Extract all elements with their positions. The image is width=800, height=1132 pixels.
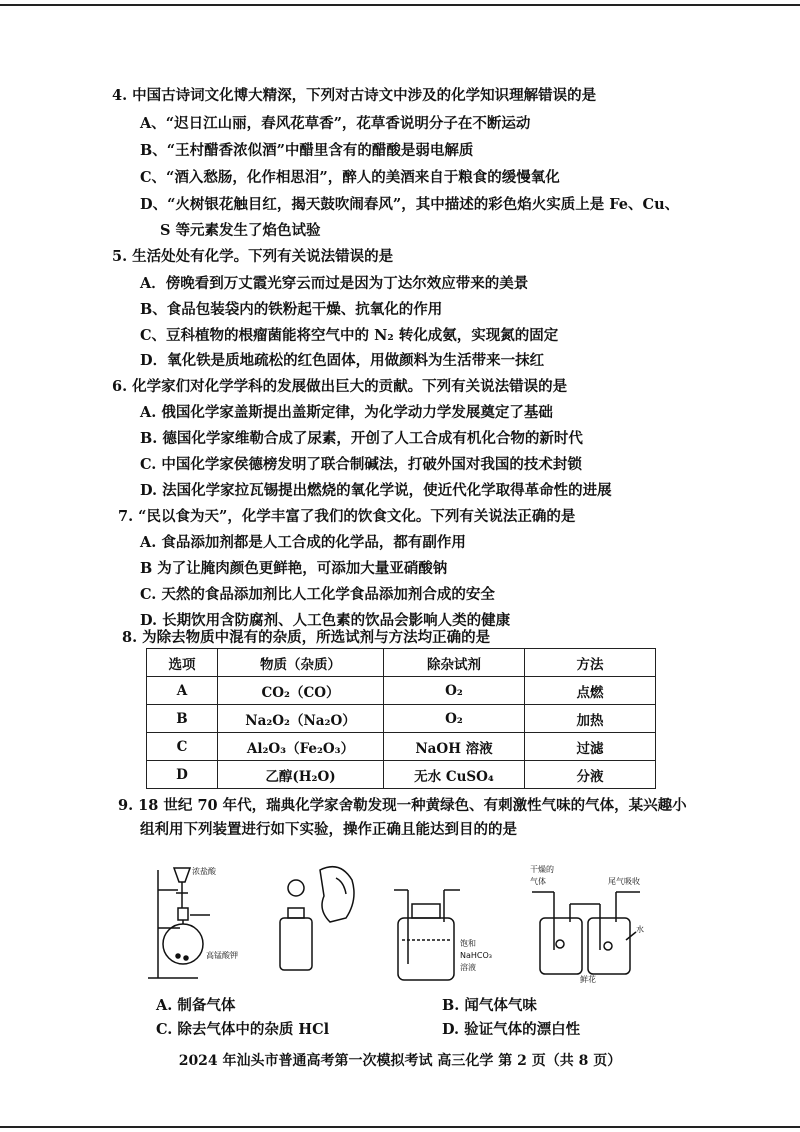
fresh-flower-label: 鲜花 <box>580 975 596 984</box>
question-8-stem: 8. 为除去物质中混有的杂质，所选试剂与方法均正确的是 <box>122 629 491 646</box>
question-9-stem-line1: 9. 18 世纪 70 年代，瑞典化学家舍勒发现一种黄绿色、有刺激性气味的气体，某兴趣小 <box>118 797 687 814</box>
smell-gas-figure <box>280 867 354 970</box>
table-cell: CO₂（CO） <box>218 677 384 705</box>
question-6-option-a: A. 俄国化学家盖斯提出盖斯定律，为化学动力学发展奠定了基础 <box>140 404 553 421</box>
question-7-option-c: C. 天然的食品添加剂比人工化学食品添加剂合成的安全 <box>140 586 495 603</box>
conc-acid-label: 浓盐酸 <box>192 867 216 876</box>
dry-gas-label-2: 气体 <box>530 877 546 886</box>
bleaching-test-figure <box>532 892 640 974</box>
question-4-option-b: B、“王村醋香浓似酒”中醋里含有的醋酸是弱电解质 <box>140 142 474 159</box>
question-7-option-a: A. 食品添加剂都是人工合成的化学品，都有副作用 <box>140 534 466 551</box>
question-4-option-d-line1: D、“火树银花触目红，揭天鼓吹闹春风”，其中描述的彩色焰火实质上是 Fe、Cu、 <box>140 196 680 213</box>
question-6-option-b: B. 德国化学家维勒合成了尿素，开创了人工合成有机化合物的新时代 <box>140 430 583 447</box>
question-9-option-a: A. 制备气体 <box>156 997 236 1014</box>
table-row <box>147 733 656 761</box>
table-cell: 无水 CuSO₄ <box>384 761 525 789</box>
question-6-option-c: C. 中国化学家侯德榜发明了联合制碱法，打破外国对我国的技术封锁 <box>140 456 582 473</box>
question-4-option-d-line2: S 等元素发生了焰色试验 <box>160 222 321 239</box>
table-row <box>147 677 656 705</box>
generation-apparatus-figure <box>148 868 210 978</box>
page-footer: 2024 年汕头市普通高考第一次模拟考试 高三化学 第 2 页（共 8 页） <box>178 1053 622 1069</box>
saturated-label: 饱和 <box>460 939 476 948</box>
table-cell: O₂ <box>384 677 525 705</box>
question-4-stem: 4. 中国古诗词文化博大精深，下列对古诗文中涉及的化学知识理解错误的是 <box>112 87 597 104</box>
nahco3-label: NaHCO₃ <box>460 951 492 960</box>
table-cell: A <box>147 677 218 705</box>
question-6-stem: 6. 化学家们对化学学科的发展做出巨大的贡献。下列有关说法错误的是 <box>112 378 568 395</box>
table-cell: Al₂O₃（Fe₂O₃） <box>218 733 384 761</box>
table-header-cell: 方法 <box>525 649 656 677</box>
table-cell: B <box>147 705 218 733</box>
apparatus-figures <box>140 860 680 985</box>
tail-gas-label: 尾气吸收 <box>608 877 640 886</box>
table-cell: 点燃 <box>525 677 656 705</box>
table-cell: O₂ <box>384 705 525 733</box>
question-7-option-d: D. 长期饮用含防腐剂、人工色素的饮品会影响人类的健康 <box>140 612 511 629</box>
table-cell: 过滤 <box>525 733 656 761</box>
table-cell: NaOH 溶液 <box>384 733 525 761</box>
question-9-stem-line2: 组利用下列装置进行如下实验，操作正确且能达到目的的是 <box>140 821 517 838</box>
table-cell: 分液 <box>525 761 656 789</box>
question-9-option-d: D. 验证气体的漂白性 <box>442 1021 581 1038</box>
question-7-option-b: B 为了让腌肉颜色更鲜艳，可添加大量亚硝酸钠 <box>140 560 448 577</box>
solution-label: 溶液 <box>460 963 476 972</box>
table-cell: C <box>147 733 218 761</box>
table-cell: D <box>147 761 218 789</box>
table-cell: Na₂O₂（Na₂O） <box>218 705 384 733</box>
reagent-label: 高锰酸钾 <box>206 951 238 960</box>
dry-gas-label-1: 干燥的 <box>530 865 554 874</box>
washing-bottle-figure <box>394 890 460 980</box>
question-4-option-c: C、“酒入愁肠，化作相思泪”，醉人的美酒来自于粮食的缓慢氧化 <box>140 169 560 186</box>
table-row <box>147 761 656 789</box>
top-border <box>0 4 800 6</box>
table-cell: 加热 <box>525 705 656 733</box>
water-label: 水 <box>636 925 644 934</box>
question-5-option-c: C、豆科植物的根瘤菌能将空气中的 N₂ 转化成氨，实现氮的固定 <box>140 327 559 344</box>
table-header-cell: 除杂试剂 <box>384 649 525 677</box>
table-cell: 乙醇(H₂O) <box>218 761 384 789</box>
table-header-cell: 选项 <box>147 649 218 677</box>
question-6-option-d: D. 法国化学家拉瓦锡提出燃烧的氧化学说，使近代化学取得革命性的进展 <box>140 482 612 499</box>
question-5-option-a: A．傍晚看到万丈霞光穿云而过是因为丁达尔效应带来的美景 <box>140 275 529 292</box>
bottom-border <box>0 1126 800 1128</box>
question-5-option-d: D．氧化铁是质地疏松的红色固体，用做颜料为生活带来一抹红 <box>140 352 545 369</box>
table-header-row <box>147 649 656 677</box>
question-5-option-b: B、食品包装袋内的铁粉起干燥、抗氧化的作用 <box>140 301 443 318</box>
table-header-cell: 物质（杂质） <box>218 649 384 677</box>
question-7-stem: 7. “民以食为天”，化学丰富了我们的饮食文化。下列有关说法正确的是 <box>118 508 576 525</box>
question-9-option-c: C. 除去气体中的杂质 HCl <box>156 1021 330 1038</box>
question-4-option-a: A、“迟日江山丽，春风花草香”，花草香说明分子在不断运动 <box>140 115 531 132</box>
question-5-stem: 5. 生活处处有化学。下列有关说法错误的是 <box>112 248 394 265</box>
question-9-option-b: B. 闻气体气味 <box>442 997 537 1014</box>
purification-table <box>146 648 656 789</box>
table-row <box>147 705 656 733</box>
